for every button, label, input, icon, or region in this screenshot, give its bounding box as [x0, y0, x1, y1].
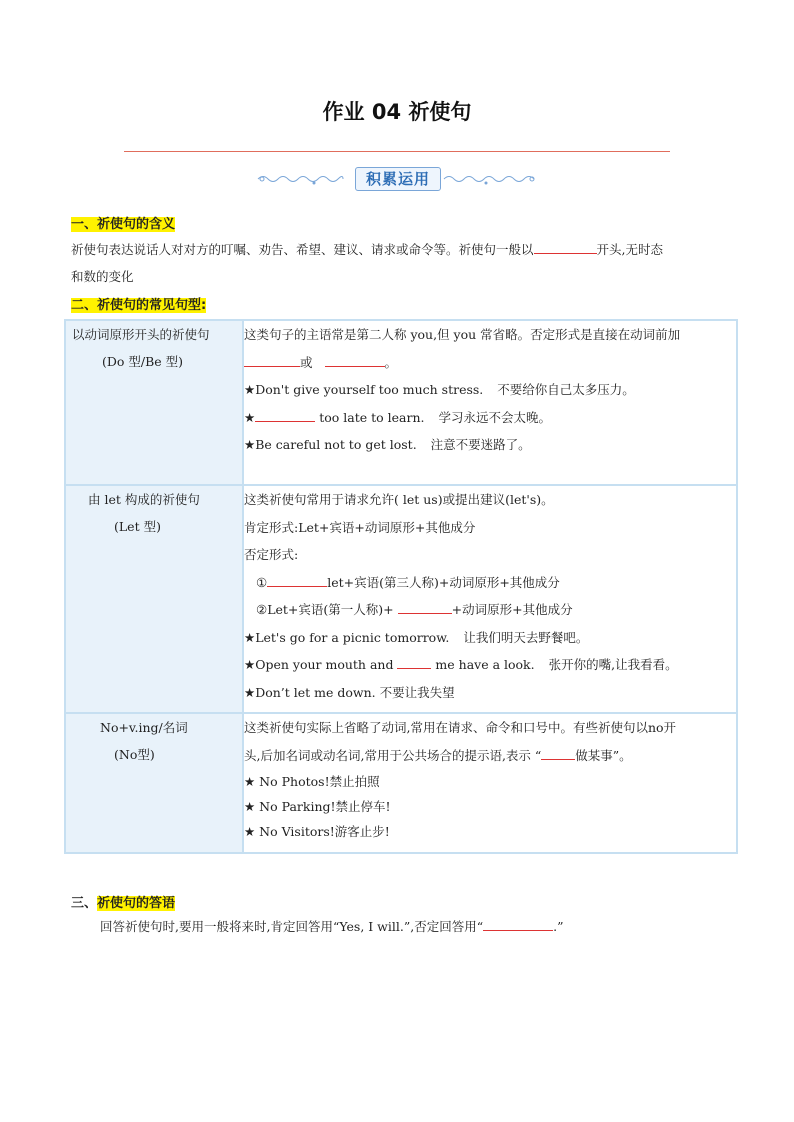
fill-blank[interactable] — [267, 574, 327, 587]
example-en: ★Don't give yourself too much stress. — [244, 382, 484, 397]
neg1-text: let+宾语(第三人称)+动词原形+其他成分 — [327, 574, 560, 590]
row-label-sub: (Do 型/Be 型) — [102, 354, 184, 369]
example-sentence — [244, 431, 736, 459]
row-desc-line2 — [244, 742, 736, 770]
row-label-cell — [65, 713, 243, 853]
example-en-rest: me have a look. — [435, 657, 535, 672]
section3-heading — [71, 892, 175, 911]
fill-blank[interactable] — [325, 354, 385, 367]
table-row — [65, 713, 737, 853]
example-sentence — [244, 651, 736, 679]
fill-blank[interactable] — [255, 409, 315, 422]
neg2-text: ②Let+宾语(第一人称)+ — [256, 602, 394, 617]
row-desc: 这类句子的主语常是第二人称 you,但 you 常省略。否定形式是直接在动词前加 — [244, 327, 681, 342]
period-text: 。 — [384, 354, 398, 370]
example-sentence: ★ No Visitors!游客止步! — [244, 824, 390, 839]
example-en: ★Be careful not to get lost. — [244, 437, 417, 452]
example-en: too late to learn. — [319, 409, 425, 425]
table-row — [65, 320, 737, 485]
row-label-cell — [65, 485, 243, 713]
example-sentence: ★ No Parking!禁止停车! — [244, 799, 391, 814]
example-sentence — [244, 404, 736, 432]
fill-blank[interactable] — [398, 601, 452, 614]
fill-blank[interactable] — [541, 747, 575, 760]
example-sentence — [244, 376, 736, 404]
example-sentence — [244, 624, 736, 652]
section-banner — [254, 166, 540, 192]
example-sentence: ★ No Photos!禁止拍照 — [244, 774, 380, 789]
section3-period: . — [553, 919, 558, 934]
section3-quote: ” — [557, 919, 564, 934]
section3-text: 回答祈使句时,要用一般将来时,肯定回答用“Yes, I will.”,否定回答用“ — [100, 919, 484, 934]
row-label: 由 let 构成的祈使句 — [88, 492, 200, 507]
page-title: 作业 04 祈使句 — [322, 100, 472, 124]
section3-heading-text: 祈使句的答语 — [97, 896, 176, 911]
example-zh: 让我们明天去野餐吧。 — [463, 629, 589, 645]
fill-blank[interactable] — [244, 354, 300, 367]
banner-badge: 积累运用 — [355, 167, 441, 191]
negative-form-2 — [244, 596, 736, 624]
row-content-cell — [243, 485, 737, 713]
row-label-sub: (No型) — [114, 747, 155, 762]
section3-prefix: 三、 — [71, 896, 98, 911]
fill-blank[interactable] — [534, 241, 597, 254]
example-sentence: ★Don’t let me down. 不要让我失望 — [244, 684, 455, 700]
row-desc: 这类祈使句常用于请求允许( let us)或提出建议(let's)。 — [244, 492, 554, 507]
sentence-types-table — [64, 319, 738, 854]
row-content-cell — [243, 320, 737, 485]
section1-text-after: 开头,无时态 — [596, 242, 663, 257]
example-zh: 张开你的嘴,让我看看。 — [548, 657, 678, 672]
neg2-rest: +动词原形+其他成分 — [451, 602, 573, 617]
section1-text: 祈使句表达说话人对对方的叮嘱、劝告、希望、建议、请求或命令等。祈使句一般以 — [71, 242, 534, 257]
title-divider — [124, 151, 670, 152]
row-label: No+v.ing/名词 — [100, 720, 188, 735]
row-desc-blanks — [244, 349, 736, 377]
example-zh: 注意不要迷路了。 — [430, 437, 531, 452]
or-text: 或 — [300, 354, 313, 370]
section1-heading — [71, 213, 175, 232]
section1-paragraph — [71, 236, 731, 290]
row-label: 以动词原形开头的祈使句 — [72, 327, 210, 342]
section2-heading-text: 二、祈使句的常见句型: — [71, 298, 207, 313]
section2-heading — [71, 294, 206, 313]
desc-text: 头,后加名词或动名词,常用于公共场合的提示语,表示 “ — [244, 747, 542, 763]
example-en: ★Open your mouth and — [244, 657, 394, 672]
example-en: ★Let's go for a picnic tomorrow. — [244, 629, 450, 645]
row-label-sub: (Let 型) — [114, 519, 161, 534]
example-zh: 学习永远不会太晚。 — [438, 409, 551, 425]
row-desc: 这类祈使句实际上省略了动词,常用在请求、命令和口号中。有些祈使句以no开 — [244, 720, 677, 735]
number-1: ① — [256, 574, 268, 590]
affirmative-form: 肯定形式:Let+宾语+动词原形+其他成分 — [244, 519, 476, 535]
row-label-cell — [65, 320, 243, 485]
desc-text-end: 做某事”。 — [575, 747, 632, 763]
section1-heading-text: 一、祈使句的含义 — [71, 217, 176, 232]
section3-paragraph — [100, 913, 740, 940]
row-content-cell — [243, 713, 737, 853]
negative-form-1 — [244, 569, 736, 597]
table-row — [65, 485, 737, 713]
star-icon: ★ — [244, 409, 256, 425]
section1-text-line2: 和数的变化 — [71, 269, 134, 284]
example-zh: 不要给你自己太多压力。 — [497, 382, 635, 397]
fill-blank[interactable] — [483, 918, 553, 931]
negative-form-label: 否定形式: — [244, 547, 299, 562]
fill-blank[interactable] — [397, 656, 431, 669]
